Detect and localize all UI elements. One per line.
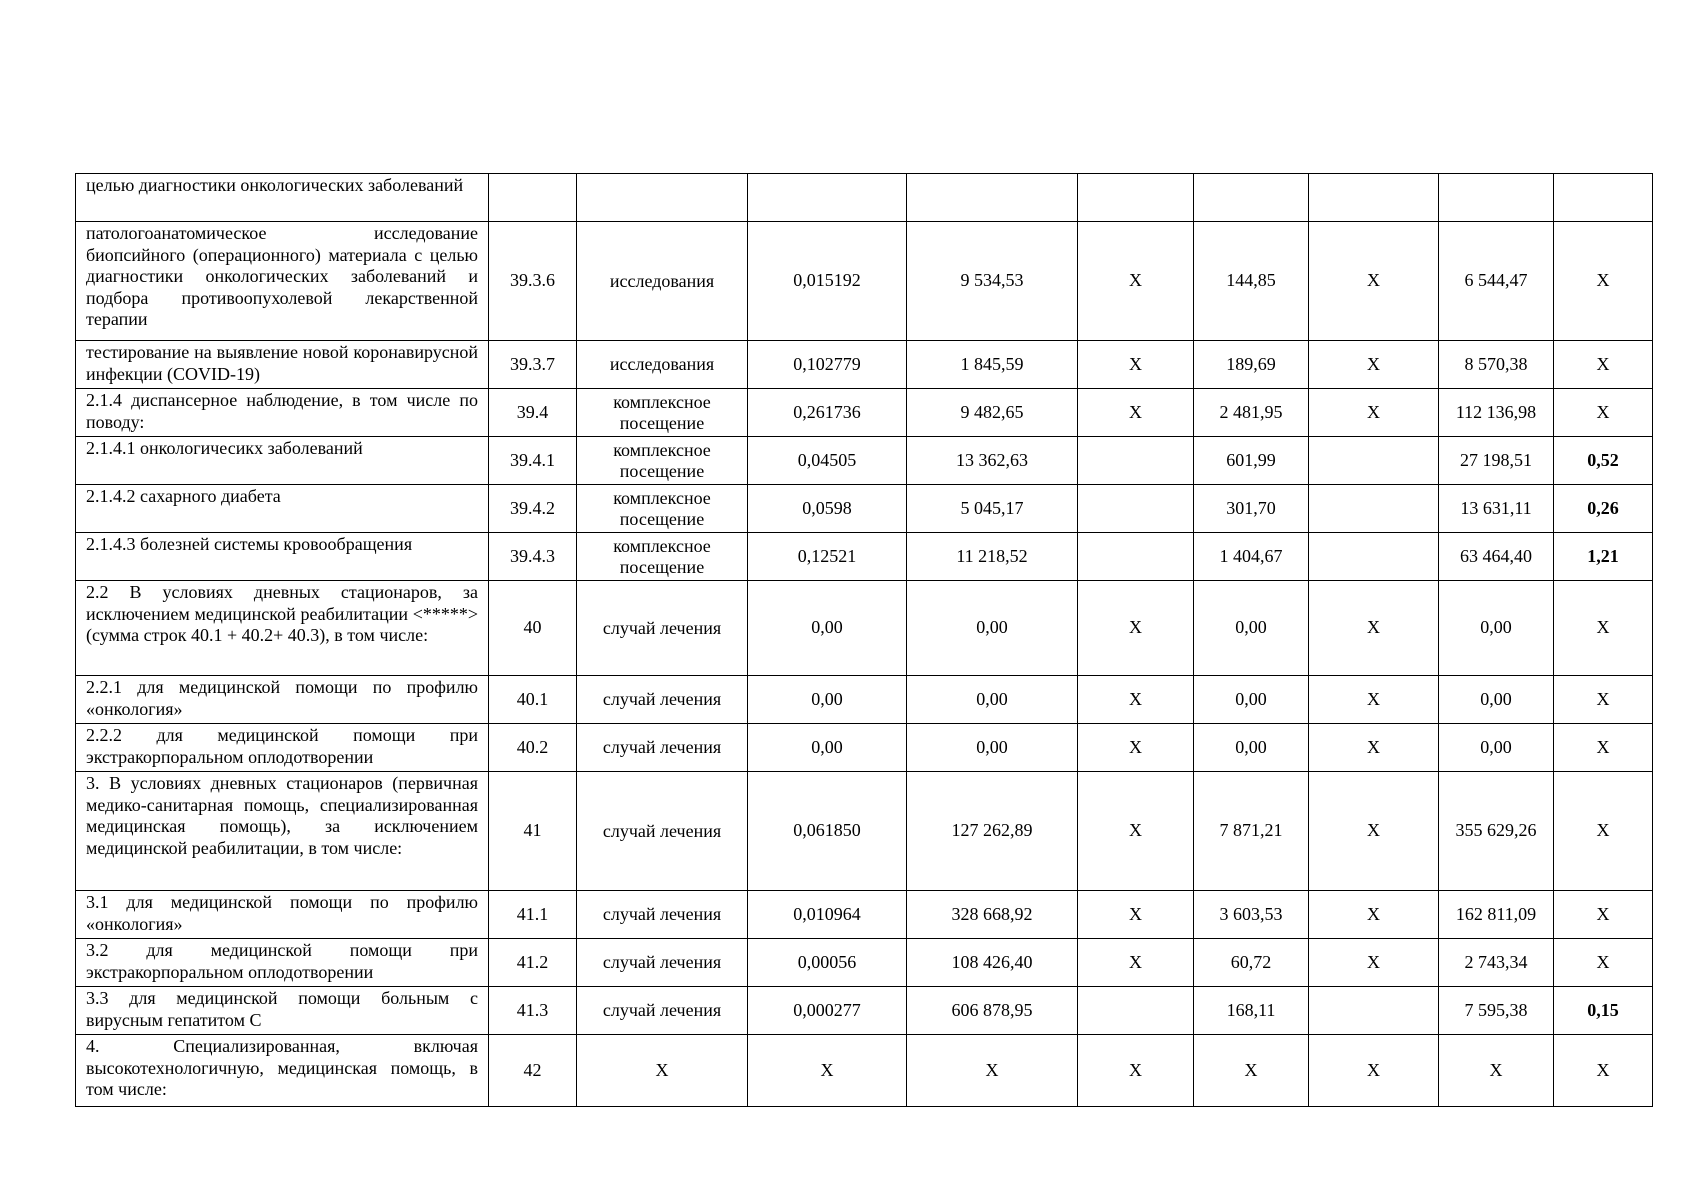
row-col8: Х (1309, 341, 1439, 389)
table-row (76, 939, 1653, 987)
table-row (76, 772, 1653, 891)
row-col8 (1309, 174, 1439, 222)
table-row (76, 581, 1653, 676)
row-name: патологоанатомическое исследование биопсийного (операционного) материала с целью диагностики онкологических заболеваний и подбора противоопухолевой лекарственной терапии (76, 222, 489, 341)
row-col6 (1078, 533, 1194, 581)
row-col7: 2 481,95 (1194, 389, 1309, 437)
row-col6: Х (1078, 581, 1194, 676)
row-col7: Х (1194, 1035, 1309, 1107)
table-row (76, 222, 1653, 341)
row-unit: Х (577, 1035, 748, 1107)
row-name: 2.2.2 для медицинской помощи при экстракорпоральном оплодотворении (76, 724, 489, 772)
row-col9: 0,00 (1439, 581, 1554, 676)
table-row (76, 724, 1653, 772)
row-volume: 0,00056 (748, 939, 907, 987)
row-col9: 13 631,11 (1439, 485, 1554, 533)
row-col10: Х (1554, 581, 1653, 676)
row-col8 (1309, 437, 1439, 485)
row-col6 (1078, 437, 1194, 485)
table-row (76, 1035, 1653, 1107)
row-col8: Х (1309, 724, 1439, 772)
table-row (76, 485, 1653, 533)
row-cost: 328 668,92 (907, 891, 1078, 939)
row-volume: 0,00 (748, 581, 907, 676)
row-name: 2.1.4 диспансерное наблюдение, в том числе по поводу: (76, 389, 489, 437)
row-name: 3.3 для медицинской помощи больным с вирусным гепатитом С (76, 987, 489, 1035)
row-cost: 5 045,17 (907, 485, 1078, 533)
row-code: 41.3 (489, 987, 577, 1035)
row-cost: 606 878,95 (907, 987, 1078, 1035)
table-row (76, 437, 1653, 485)
row-col8: Х (1309, 222, 1439, 341)
row-name: 2.2 В условиях дневных стационаров, за исключением медицинской реабилитации <*****> (сумма строк 40.1 + 40.2+ 40.3), в том числе: (76, 581, 489, 676)
row-col10: Х (1554, 676, 1653, 724)
row-col9: 162 811,09 (1439, 891, 1554, 939)
row-unit: комплексное посещение (577, 437, 748, 485)
row-col7: 168,11 (1194, 987, 1309, 1035)
row-col9 (1439, 174, 1554, 222)
row-volume: 0,000277 (748, 987, 907, 1035)
row-code: 41 (489, 772, 577, 891)
row-unit: случай лечения (577, 939, 748, 987)
row-cost: 11 218,52 (907, 533, 1078, 581)
row-cost: 9 482,65 (907, 389, 1078, 437)
row-code: 40.1 (489, 676, 577, 724)
row-name: тестирование на выявление новой коронавирусной инфекции (COVID-19) (76, 341, 489, 389)
row-col9: 7 595,38 (1439, 987, 1554, 1035)
table-row (76, 533, 1653, 581)
row-col9: 0,00 (1439, 724, 1554, 772)
row-unit: исследования (577, 222, 748, 341)
row-col7: 0,00 (1194, 676, 1309, 724)
row-unit: исследования (577, 341, 748, 389)
row-col7 (1194, 174, 1309, 222)
row-code: 39.3.6 (489, 222, 577, 341)
row-cost: 9 534,53 (907, 222, 1078, 341)
row-col9: Х (1439, 1035, 1554, 1107)
row-col10: Х (1554, 772, 1653, 891)
row-code: 39.4 (489, 389, 577, 437)
row-name: 2.2.1 для медицинской помощи по профилю «онкология» (76, 676, 489, 724)
row-col6 (1078, 987, 1194, 1035)
row-volume: 0,00 (748, 676, 907, 724)
row-code: 39.4.2 (489, 485, 577, 533)
row-volume: 0,010964 (748, 891, 907, 939)
row-col7: 3 603,53 (1194, 891, 1309, 939)
row-col8: Х (1309, 772, 1439, 891)
row-volume: 0,061850 (748, 772, 907, 891)
row-code: 40.2 (489, 724, 577, 772)
row-col8 (1309, 987, 1439, 1035)
table-row (76, 676, 1653, 724)
row-unit: случай лечения (577, 676, 748, 724)
row-col7: 1 404,67 (1194, 533, 1309, 581)
row-col8: Х (1309, 939, 1439, 987)
row-col10: Х (1554, 341, 1653, 389)
row-col10: 0,26 (1554, 485, 1653, 533)
row-col10: 0,15 (1554, 987, 1653, 1035)
row-col9: 0,00 (1439, 676, 1554, 724)
row-volume: 0,12521 (748, 533, 907, 581)
row-name: 3. В условиях дневных стационаров (первичная медико-санитарная помощь, специализированная медицинская помощь), за исключением медицинской реабилитации, в том числе: (76, 772, 489, 891)
row-cost: 127 262,89 (907, 772, 1078, 891)
row-unit: случай лечения (577, 724, 748, 772)
row-name: 2.1.4.3 болезней системы кровообращения (76, 533, 489, 581)
row-unit: случай лечения (577, 987, 748, 1035)
row-code: 42 (489, 1035, 577, 1107)
row-col7: 0,00 (1194, 581, 1309, 676)
row-volume: Х (748, 1035, 907, 1107)
row-col10 (1554, 174, 1653, 222)
row-col6: Х (1078, 341, 1194, 389)
row-code: 39.3.7 (489, 341, 577, 389)
row-volume: 0,04505 (748, 437, 907, 485)
table-row (76, 174, 1653, 222)
row-cost: 1 845,59 (907, 341, 1078, 389)
row-volume: 0,00 (748, 724, 907, 772)
row-col6 (1078, 485, 1194, 533)
row-col10: Х (1554, 891, 1653, 939)
row-code: 41.1 (489, 891, 577, 939)
row-unit: комплексное посещение (577, 533, 748, 581)
row-unit: случай лечения (577, 772, 748, 891)
row-col8 (1309, 533, 1439, 581)
row-col6 (1078, 174, 1194, 222)
row-volume: 0,0598 (748, 485, 907, 533)
row-col8: Х (1309, 891, 1439, 939)
row-col6: Х (1078, 1035, 1194, 1107)
row-cost: 108 426,40 (907, 939, 1078, 987)
row-col9: 2 743,34 (1439, 939, 1554, 987)
row-name: целью диагностики онкологических заболеваний (76, 174, 489, 222)
row-cost: 13 362,63 (907, 437, 1078, 485)
row-col8 (1309, 485, 1439, 533)
row-col10: 0,52 (1554, 437, 1653, 485)
row-cost: 0,00 (907, 724, 1078, 772)
row-code: 41.2 (489, 939, 577, 987)
row-col8: Х (1309, 676, 1439, 724)
row-unit: комплексное посещение (577, 485, 748, 533)
row-cost: 0,00 (907, 581, 1078, 676)
row-col8: Х (1309, 581, 1439, 676)
row-col6: Х (1078, 676, 1194, 724)
row-code: 40 (489, 581, 577, 676)
row-col7: 189,69 (1194, 341, 1309, 389)
row-col10: Х (1554, 939, 1653, 987)
row-name: 2.1.4.2 сахарного диабета (76, 485, 489, 533)
row-unit: случай лечения (577, 581, 748, 676)
row-col6: Х (1078, 772, 1194, 891)
row-col7: 0,00 (1194, 724, 1309, 772)
row-col6: Х (1078, 389, 1194, 437)
row-col9: 355 629,26 (1439, 772, 1554, 891)
table-row (76, 891, 1653, 939)
row-unit: комплексное посещение (577, 389, 748, 437)
row-col10: Х (1554, 724, 1653, 772)
row-col9: 6 544,47 (1439, 222, 1554, 341)
row-col6: Х (1078, 222, 1194, 341)
row-col8: Х (1309, 1035, 1439, 1107)
row-col10: Х (1554, 222, 1653, 341)
row-col7: 144,85 (1194, 222, 1309, 341)
table-row (76, 987, 1653, 1035)
row-unit (577, 174, 748, 222)
row-col10: Х (1554, 1035, 1653, 1107)
row-volume: 0,102779 (748, 341, 907, 389)
row-col7: 7 871,21 (1194, 772, 1309, 891)
row-col7: 60,72 (1194, 939, 1309, 987)
row-cost: Х (907, 1035, 1078, 1107)
row-col9: 112 136,98 (1439, 389, 1554, 437)
row-col9: 63 464,40 (1439, 533, 1554, 581)
row-col10: 1,21 (1554, 533, 1653, 581)
row-col7: 601,99 (1194, 437, 1309, 485)
row-cost: 0,00 (907, 676, 1078, 724)
row-name: 3.1 для медицинской помощи по профилю «онкология» (76, 891, 489, 939)
row-cost (907, 174, 1078, 222)
row-code: 39.4.1 (489, 437, 577, 485)
row-code: 39.4.3 (489, 533, 577, 581)
row-unit: случай лечения (577, 891, 748, 939)
row-name: 4. Специализированная, включая высокотехнологичную, медицинская помощь, в том числе: (76, 1035, 489, 1107)
row-name: 3.2 для медицинской помощи при экстракорпоральном оплодотворении (76, 939, 489, 987)
row-col6: Х (1078, 939, 1194, 987)
table-row (76, 389, 1653, 437)
table-row (76, 341, 1653, 389)
row-col10: Х (1554, 389, 1653, 437)
row-col8: Х (1309, 389, 1439, 437)
row-col6: Х (1078, 891, 1194, 939)
row-code (489, 174, 577, 222)
row-col9: 27 198,51 (1439, 437, 1554, 485)
row-col7: 301,70 (1194, 485, 1309, 533)
tariff-table (75, 173, 1653, 1107)
row-volume: 0,261736 (748, 389, 907, 437)
row-name: 2.1.4.1 онкологичесикх заболеваний (76, 437, 489, 485)
row-volume: 0,015192 (748, 222, 907, 341)
row-volume (748, 174, 907, 222)
row-col9: 8 570,38 (1439, 341, 1554, 389)
row-col6: Х (1078, 724, 1194, 772)
